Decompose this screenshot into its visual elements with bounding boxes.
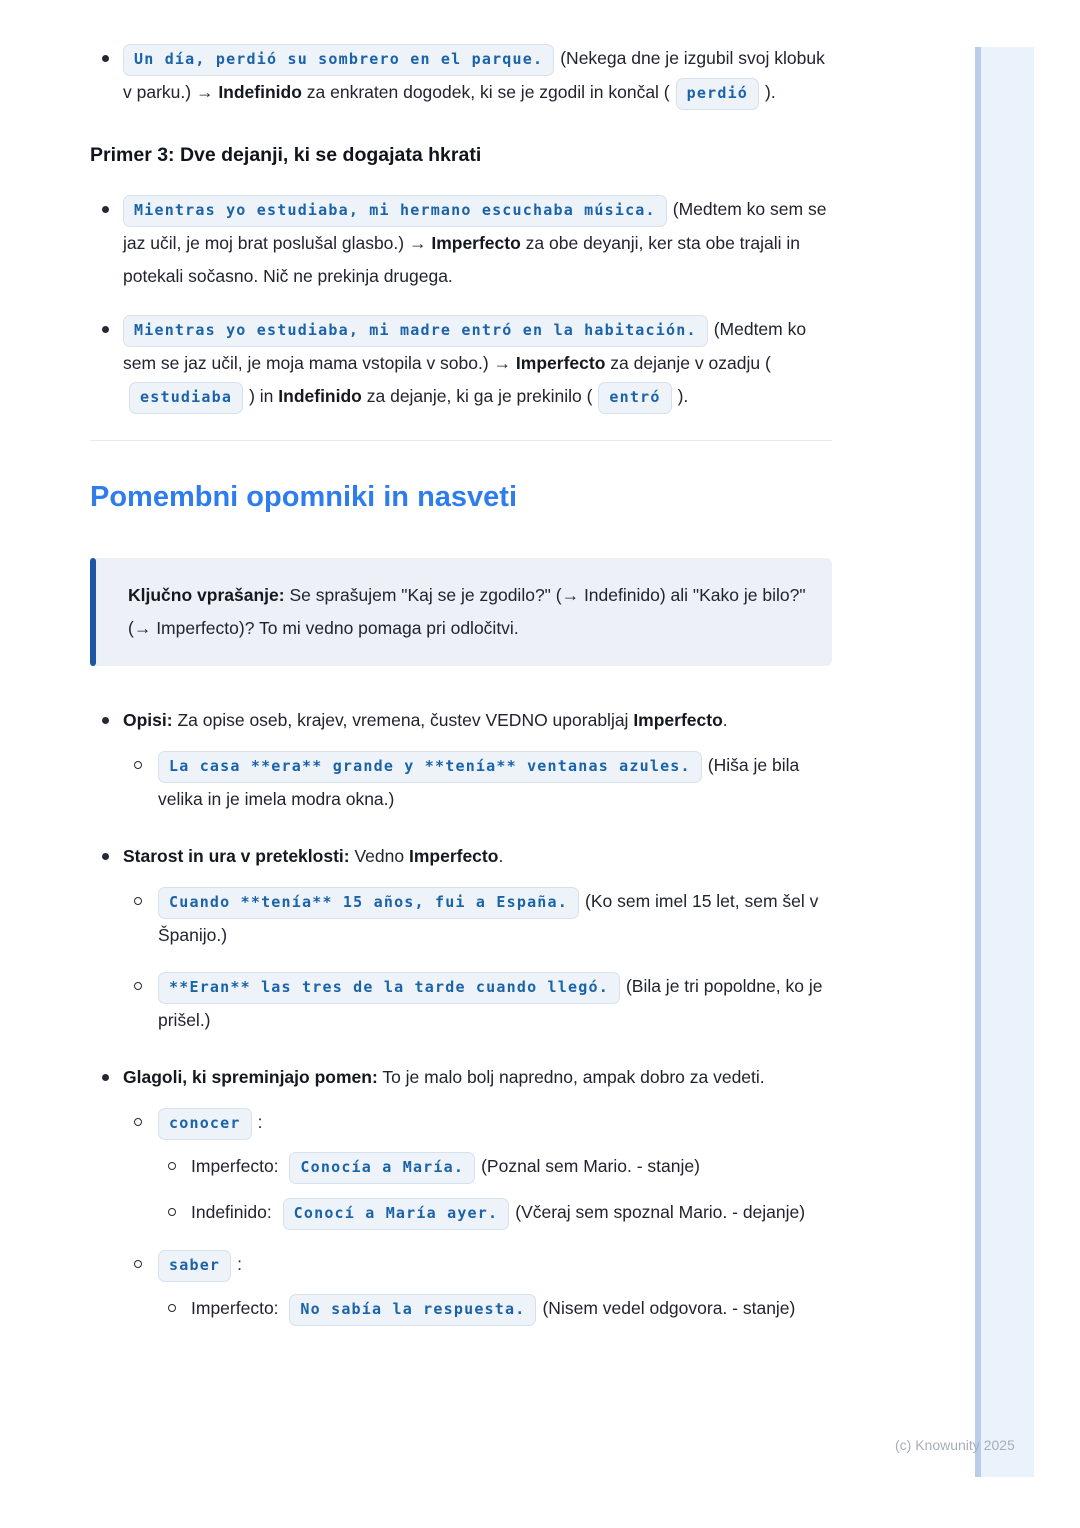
bold-text: Imperfecto <box>633 710 723 730</box>
bullet-item-starost <box>90 840 832 1037</box>
callout-text <box>128 579 806 645</box>
inline-code-chip: Mientras yo estudiaba, mi hermano escuchaba música. <box>123 195 667 227</box>
document-content <box>90 42 832 1350</box>
sub-bullet-item <box>123 970 832 1037</box>
bold-text: Indefinido <box>218 82 302 102</box>
sub-sub-bullet-item <box>158 1150 832 1184</box>
body-text: . <box>498 846 504 866</box>
body-text: : <box>237 1254 243 1274</box>
inline-code-chip: perdió <box>676 78 759 110</box>
body-text: Indefinido: <box>191 1202 277 1222</box>
inline-code-chip: Cuando **tenía** 15 años, fui a España. <box>158 887 579 919</box>
body-text: Imperfecto: <box>191 1156 284 1176</box>
body-text: (Nisem vedel odgovora. - stanje) <box>542 1298 796 1318</box>
bullet-item <box>90 313 832 414</box>
bold-text: Starost in ura v preteklosti: <box>123 846 350 866</box>
body-text: (Poznal sem Mario. - stanje) <box>481 1156 700 1176</box>
divider <box>90 440 832 441</box>
sub-bullet-item <box>123 885 832 952</box>
body-text: . <box>722 710 728 730</box>
bold-text: Opisi: <box>123 710 173 730</box>
starost-sublist <box>123 885 832 1037</box>
body-text: Za opise oseb, krajev, vremena, čustev VEDNO uporabljaj <box>172 710 634 730</box>
bold-text: Indefinido <box>278 386 362 406</box>
body-text: (Medtem ko sem se jaz učil, je moj brat poslušal glasbo.) → <box>123 199 827 253</box>
body-text: ). <box>677 386 689 406</box>
callout-accent-bar <box>90 558 96 666</box>
inline-code-chip: **Eran** las tres de la tarde cuando llegó. <box>158 972 620 1004</box>
inline-code-chip: La casa **era** grande y **tenía** ventanas azules. <box>158 751 702 783</box>
inline-code-chip: No sabía la respuesta. <box>289 1294 536 1326</box>
section-heading-notes: Pomembni opomniki in nasveti <box>90 481 518 513</box>
primer3-list <box>90 193 832 414</box>
body-text: To je malo bolj napredno, ampak dobro za vedeti. <box>377 1067 765 1087</box>
bullet-item-opisi <box>90 704 832 816</box>
inline-code-chip: saber <box>158 1250 231 1282</box>
bullet-item-glagoli <box>90 1061 832 1326</box>
body-text: : <box>257 1112 263 1132</box>
sub-sub-bullet-item <box>158 1196 832 1230</box>
sub-bullet-item <box>123 749 832 816</box>
body-text: Vedno <box>349 846 409 866</box>
sub-sub-bullet-item <box>158 1292 832 1326</box>
bold-text: Imperfecto <box>515 353 606 373</box>
inline-code-chip: conocer <box>158 1108 252 1140</box>
inline-code-chip: estudiaba <box>129 382 243 414</box>
body-text: za dejanje v ozadju ( <box>605 353 771 373</box>
body-text: (Medtem ko sem se jaz učil, je moja mama vstopila v sobo.) → <box>123 319 807 373</box>
footer-copyright: (c) Knowunity 2025 <box>895 1437 1015 1453</box>
inline-code-chip: entró <box>598 382 671 414</box>
opisi-sublist <box>123 749 832 816</box>
body-text: (Ko sem imel 15 let, sem šel v Španijo.) <box>158 891 819 945</box>
callout <box>90 558 832 666</box>
bullet-item <box>90 193 832 293</box>
sub-bullet-item-conocer <box>123 1106 832 1230</box>
body-text: Imperfecto: <box>191 1298 284 1318</box>
body-text: (Bila je tri popoldne, ko je prišel.) <box>158 976 823 1030</box>
body-text: ). <box>765 82 776 102</box>
conocer-sublist <box>158 1150 832 1230</box>
body-text: za enkraten dogodek, ki se je zgodil in končal ( <box>301 82 670 102</box>
saber-sublist <box>158 1292 832 1326</box>
bullet-item <box>90 42 832 110</box>
body-text: Se sprašujem "Kaj se je zgodilo?" (→ Indefinido) ali "Kako je bilo?" (→ Imperfecto)? To mi vedno pomaga pri odločitvi. <box>128 585 806 638</box>
inline-code-chip: Conocía a María. <box>289 1152 475 1184</box>
bold-text: Glagoli, ki spreminjajo pomen: <box>123 1067 378 1087</box>
glagoli-sublist <box>123 1106 832 1326</box>
next-page-preview <box>975 47 1034 1477</box>
inline-code-chip: Un día, perdió su sombrero en el parque. <box>123 44 554 76</box>
bold-text: Imperfecto <box>431 233 521 253</box>
body-text: (Včeraj sem spoznal Mario. - dejanje) <box>515 1202 806 1222</box>
body-text: ) in <box>249 386 279 406</box>
subsection-heading-primer3: Primer 3: Dve dejanji, ki se dogajata hkrati <box>90 144 482 166</box>
example2-list <box>90 42 832 110</box>
bold-text: Ključno vprašanje: <box>128 585 285 605</box>
body-text: za obe deyanji, ker sta obe trajali in potekali sočasno. Nič ne prekinja drugega. <box>123 233 800 286</box>
notes-list <box>90 704 832 1326</box>
inline-code-chip: Mientras yo estudiaba, mi madre entró en la habitación. <box>123 315 708 347</box>
body-text: (Nekega dne je izgubil svoj klobuk v parku.) → <box>123 48 825 102</box>
inline-code-chip: Conocí a María ayer. <box>283 1198 510 1230</box>
sub-bullet-item-saber <box>123 1248 832 1326</box>
bold-text: Imperfecto <box>408 846 499 866</box>
body-text: (Hiša je bila velika in je imela modra okna.) <box>158 755 800 809</box>
body-text: za dejanje, ki ga je prekinilo ( <box>361 386 593 406</box>
